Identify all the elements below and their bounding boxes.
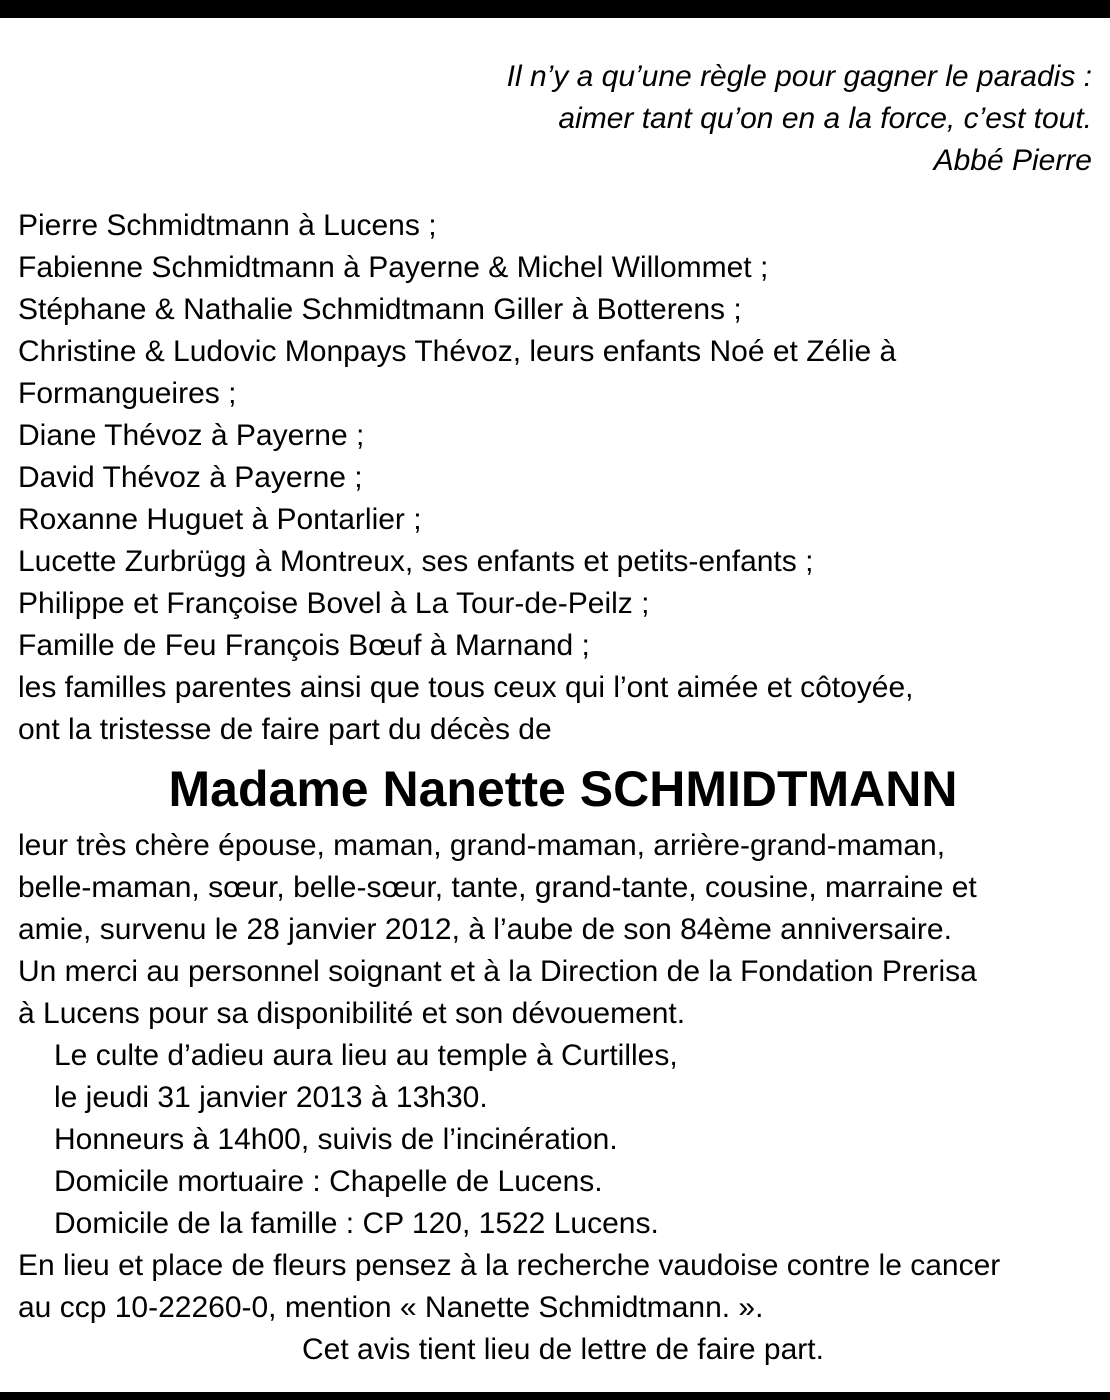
family-line: Roxanne Huguet à Pontarlier ; bbox=[18, 503, 422, 536]
family-line: Famille de Feu François Bœuf à Marnand ; bbox=[18, 629, 590, 662]
description-line: amie, survenu le 28 janvier 2012, à l’aube de son 84ème anniversaire. bbox=[18, 913, 952, 946]
family-line: Lucette Zurbrügg à Montreux, ses enfants et petits-enfants ; bbox=[18, 545, 814, 578]
ceremony-line: Domicile mortuaire : Chapelle de Lucens. bbox=[54, 1165, 603, 1198]
deceased-name: Madame Nanette SCHMIDTMANN bbox=[168, 761, 958, 817]
description-line: Un merci au personnel soignant et à la Direction de la Fondation Prerisa bbox=[18, 955, 977, 988]
family-line: Stéphane & Nathalie Schmidtmann Giller à Botterens ; bbox=[18, 293, 742, 326]
top-border bbox=[0, 0, 1110, 18]
description-line: leur très chère épouse, maman, grand-maman, arrière-grand-maman, bbox=[18, 829, 946, 862]
bottom-border bbox=[0, 1392, 1110, 1400]
description bbox=[18, 825, 1108, 1035]
quote-line: Il n’y a qu’une règle pour gagner le paradis : bbox=[506, 60, 1092, 93]
donation-note bbox=[18, 1245, 1108, 1329]
epigraph-quote bbox=[507, 56, 1092, 182]
obituary-body bbox=[18, 205, 1108, 1371]
donation-line: En lieu et place de fleurs pensez à la recherche vaudoise contre le cancer bbox=[18, 1249, 1001, 1282]
ceremony-line: le jeudi 31 janvier 2013 à 13h30. bbox=[54, 1081, 488, 1114]
quote-line: aimer tant qu’on en a la force, c’est tout. bbox=[558, 102, 1092, 135]
family-line: ont la tristesse de faire part du décès de bbox=[18, 713, 552, 746]
family-line: Diane Thévoz à Payerne ; bbox=[18, 419, 365, 452]
family-line: Christine & Ludovic Monpays Thévoz, leurs enfants Noé et Zélie à bbox=[18, 335, 897, 368]
donation-line: au ccp 10-22260-0, mention « Nanette Schmidtmann. ». bbox=[18, 1291, 764, 1324]
ceremony-line: Domicile de la famille : CP 120, 1522 Lucens. bbox=[54, 1207, 659, 1240]
family-line: les familles parentes ainsi que tous ceux qui l’ont aimée et côtoyée, bbox=[18, 671, 914, 704]
family-line: Fabienne Schmidtmann à Payerne & Michel Willommet ; bbox=[18, 251, 769, 284]
description-line: à Lucens pour sa disponibilité et son dévouement. bbox=[18, 997, 686, 1030]
ceremony-details bbox=[18, 1035, 1108, 1245]
family-list bbox=[18, 205, 1108, 751]
ceremony-line: Honneurs à 14h00, suivis de l’incinération. bbox=[54, 1123, 618, 1156]
quote-author: Abbé Pierre bbox=[933, 144, 1092, 177]
ceremony-line: Le culte d’adieu aura lieu au temple à Curtilles, bbox=[54, 1039, 678, 1072]
family-line: David Thévoz à Payerne ; bbox=[18, 461, 363, 494]
closing-note: Cet avis tient lieu de lettre de faire part. bbox=[302, 1333, 824, 1366]
family-line: Philippe et Françoise Bovel à La Tour-de-Peilz ; bbox=[18, 587, 650, 620]
family-line: Formangueires ; bbox=[18, 377, 237, 410]
description-line: belle-maman, sœur, belle-sœur, tante, grand-tante, cousine, marraine et bbox=[18, 871, 977, 904]
family-line: Pierre Schmidtmann à Lucens ; bbox=[18, 209, 437, 242]
